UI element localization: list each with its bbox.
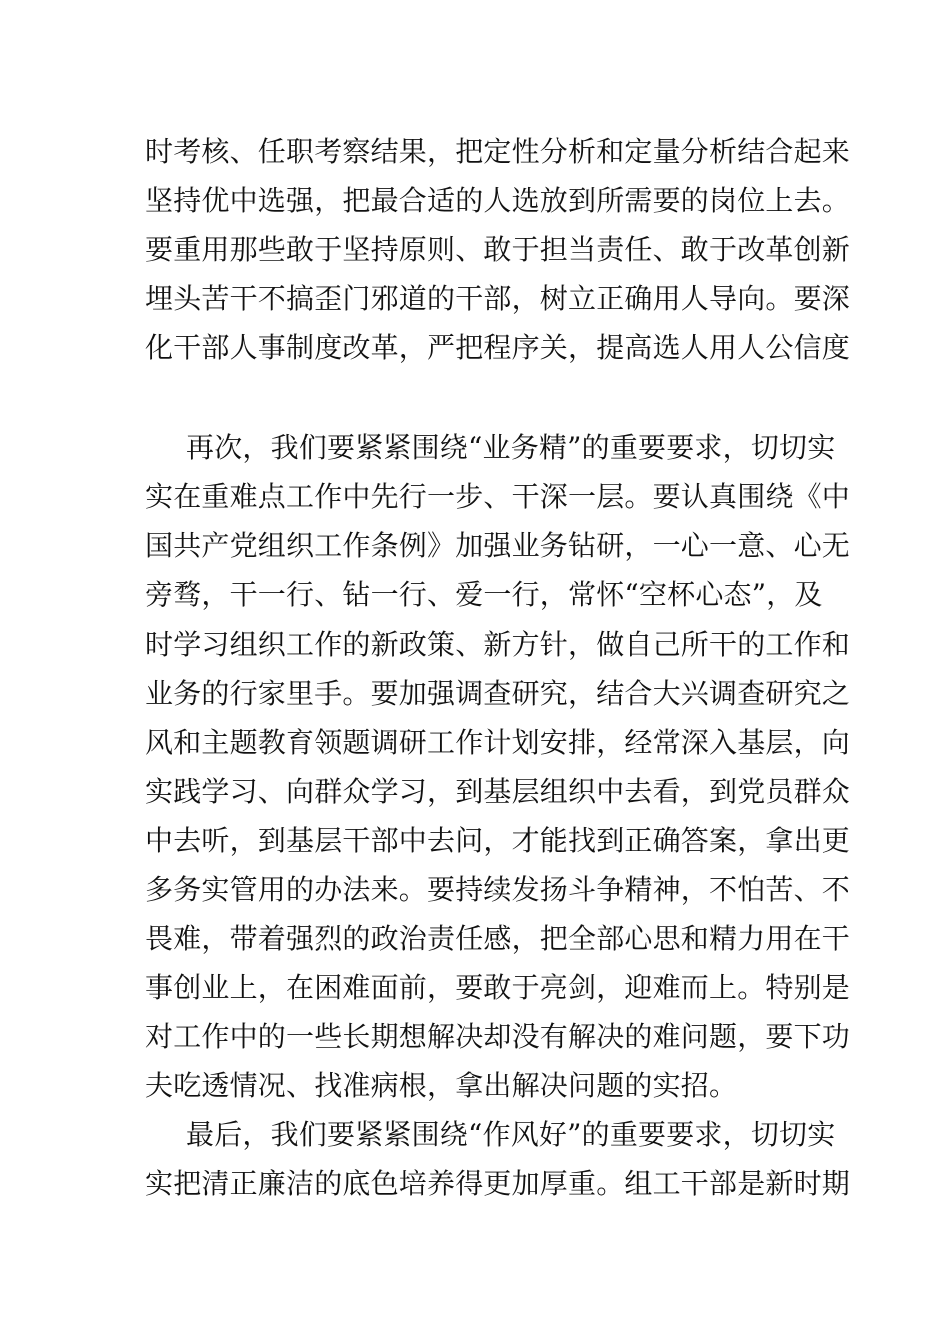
text-line: 埋头苦干不搞歪门邪道的干部，树立正确用人导向。要深 [145, 282, 851, 315]
text-line: 实践学习、向群众学习，到基层组织中去看，到党员群众 [145, 775, 851, 808]
text-line: 化干部人事制度改革，严把程序关，提高选人用人公信度 [145, 331, 851, 364]
text-line: 国共产党组织工作条例》加强业务钻研，一心一意、心无 [145, 529, 851, 562]
text-line: 事创业上，在困难面前，要敢于亮剑，迎难而上。特别是 [145, 971, 851, 1004]
text-line: 多务实管用的办法来。要持续发扬斗争精神，不怕苦、不 [145, 873, 851, 906]
text-line: 业务的行家里手。要加强调查研究，结合大兴调查研究之 [145, 677, 851, 710]
text-line: 旁骛，干一行、钻一行、爱一行，常怀“空杯心态”，及 [145, 578, 823, 611]
text-line: 实在重难点工作中先行一步、干深一层。要认真围绕《中 [145, 480, 851, 513]
text-line: 坚持优中选强，把最合适的人选放到所需要的岗位上去。 [145, 184, 851, 217]
text-line: 畏难，带着强烈的政治责任感，把全部心思和精力用在干 [145, 922, 851, 955]
text-line: 对工作中的一些长期想解决却没有解决的难问题，要下功 [145, 1020, 851, 1053]
text-line: 夫吃透情况、找准病根，拿出解决问题的实招。 [145, 1069, 738, 1102]
text-line: 风和主题教育领题调研工作计划安排，经常深入基层，向 [145, 726, 851, 759]
text-line: 最后，我们要紧紧围绕“作风好”的重要要求，切切实 [186, 1118, 836, 1151]
text-line: 再次，我们要紧紧围绕“业务精”的重要要求，切切实 [186, 431, 836, 464]
text-line: 要重用那些敢于坚持原则、敢于担当责任、敢于改革创新 [145, 233, 851, 266]
text-line: 中去听，到基层干部中去问，才能找到正确答案，拿出更 [145, 824, 851, 857]
text-line: 实把清正廉洁的底色培养得更加厚重。组工干部是新时期 [145, 1167, 851, 1200]
text-line: 时考核、任职考察结果，把定性分析和定量分析结合起来 [145, 135, 851, 168]
text-line: 时学习组织工作的新政策、新方针，做自己所干的工作和 [145, 628, 851, 661]
